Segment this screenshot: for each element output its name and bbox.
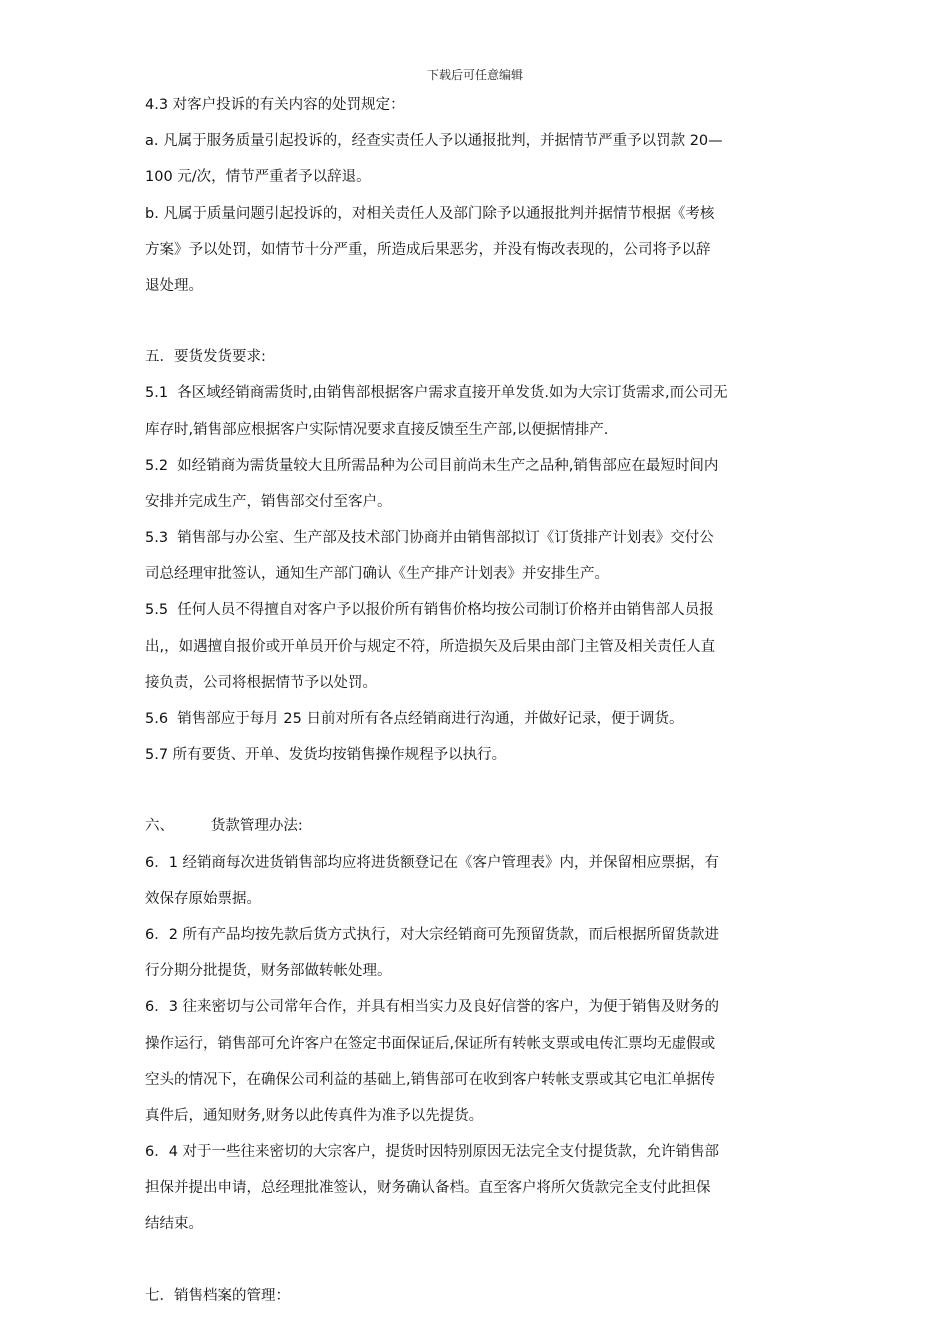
text-line: 6．2 所有产品均按先款后货方式执行，对大宗经销商可先预留货款，而后根据所留货款进 [145,926,720,943]
text-line: 方案》予以处罚，如情节十分严重，所造成后果恶劣，并没有悔改表现的，公司将予以辞 [145,241,711,258]
text-line: 结结束。 [145,1216,203,1233]
text-line: 5.1 各区域经销商需货时,由销售部根据客户需求直接开单发货.如为大宗订货需求,而公司无 [145,385,728,402]
paragraph [145,917,807,989]
paragraph [145,375,807,447]
paragraph [145,592,807,701]
text-line: 退处理。 [145,277,203,294]
paragraph [145,989,807,1134]
text-line: 库存时,销售部应根据客户实际情况要求直接反馈至生产部,以便据情排产. [145,421,609,438]
text-line: 七．销售档案的管理： [145,1287,290,1304]
text-line: 6．4 对于一些往来密切的大宗客户，提货时因特别原因无法完全支付提货款，允许销售部 [145,1144,720,1161]
text-line: 五．要货发货要求: [145,349,266,366]
text-line: 4.3 对客户投诉的有关内容的处罚规定： [145,97,405,113]
text-line: 接负责，公司将根据情节予以处罚。 [145,674,377,691]
text-line: a. 凡属于服务质量引起投诉的，经查实责任人予以通报批判，并据情节严重予以罚款 20— [145,133,723,150]
paragraph [145,845,807,917]
paragraph [145,701,807,737]
text-line: 5.5 任何人员不得擅自对客户予以报价所有销售价格均按公司制订价格并由销售部人员报 [145,602,714,619]
paragraph [145,520,807,592]
paragraph [145,448,807,520]
text-line: 安排并完成生产，销售部交付至客户。 [145,493,392,510]
section-heading [145,339,807,375]
text-line: 行分期分批提货，财务部做转帐处理。 [145,963,392,980]
blank-line [145,304,807,339]
text-line: 5.3 销售部与办公室、生产部及技术部门协商并由销售部拟订《订货排产计划表》交付公 [145,530,714,547]
text-line: 出,，如遇擅自报价或开单员开价与规定不符，所造损矢及后果由部门主管及相关责任人直 [145,638,716,655]
text-line: 空头的情况下，在确保公司利益的基础上,销售部可在收到客户转帐支票或其它电汇单据传 [145,1071,716,1088]
text-line: 真件后，通知财务,财务以此传真件为准予以先提货。 [145,1107,484,1124]
text-line: 6．1 经销商每次进货销售部均应将进货额登记在《客户管理表》内，并保留相应票据，有 [145,854,720,871]
text-line: 5.6 销售部应于每月 25 日前对所有各点经销商进行沟通，并做好记录，便于调货。 [145,711,684,727]
text-line: 5.2 如经销商为需货量较大且所需品种为公司目前尚未生产之品种,销售部应在最短时间内 [145,457,719,474]
text-line: 效保存原始票据。 [145,890,261,907]
header-note: 下载后可任意编辑 [426,68,523,82]
paragraph [145,196,807,305]
text-line: 司总经理审批签认，通知生产部门确认《生产排产计划表》并安排生产。 [145,566,609,583]
paragraph [145,1134,807,1243]
paragraph [145,737,807,773]
paragraph [145,123,807,195]
paragraph [145,87,807,123]
text-line: 操作运行，销售部可允许客户在签定书面保证后,保证所有转帐支票或电传汇票均无虚假或 [145,1035,716,1052]
section-heading [145,1278,807,1314]
document-body [145,87,807,1314]
text-line: b. 凡属于质量问题引起投诉的，对相关责任人及部门除予以通报批判并据情节根据《考核 [145,205,715,222]
text-line: 6．3 往来密切与公司常年合作，并具有相当实力及良好信誉的客户，为便于销售及财务的 [145,999,720,1016]
text-line: 100 元/次，情节严重者予以辞退。 [145,169,371,186]
section-heading [145,808,807,844]
text-line: 担保并提出申请，总经理批准签认，财务确认备档。直至客户将所欠货款完全支付此担保 [145,1180,711,1197]
blank-line [145,1243,807,1278]
blank-line [145,773,807,808]
text-line: 六、 货款管理办法: [145,818,303,835]
text-line: 5.7 所有要货、开单、发货均按销售操作规程予以执行。 [145,747,507,764]
